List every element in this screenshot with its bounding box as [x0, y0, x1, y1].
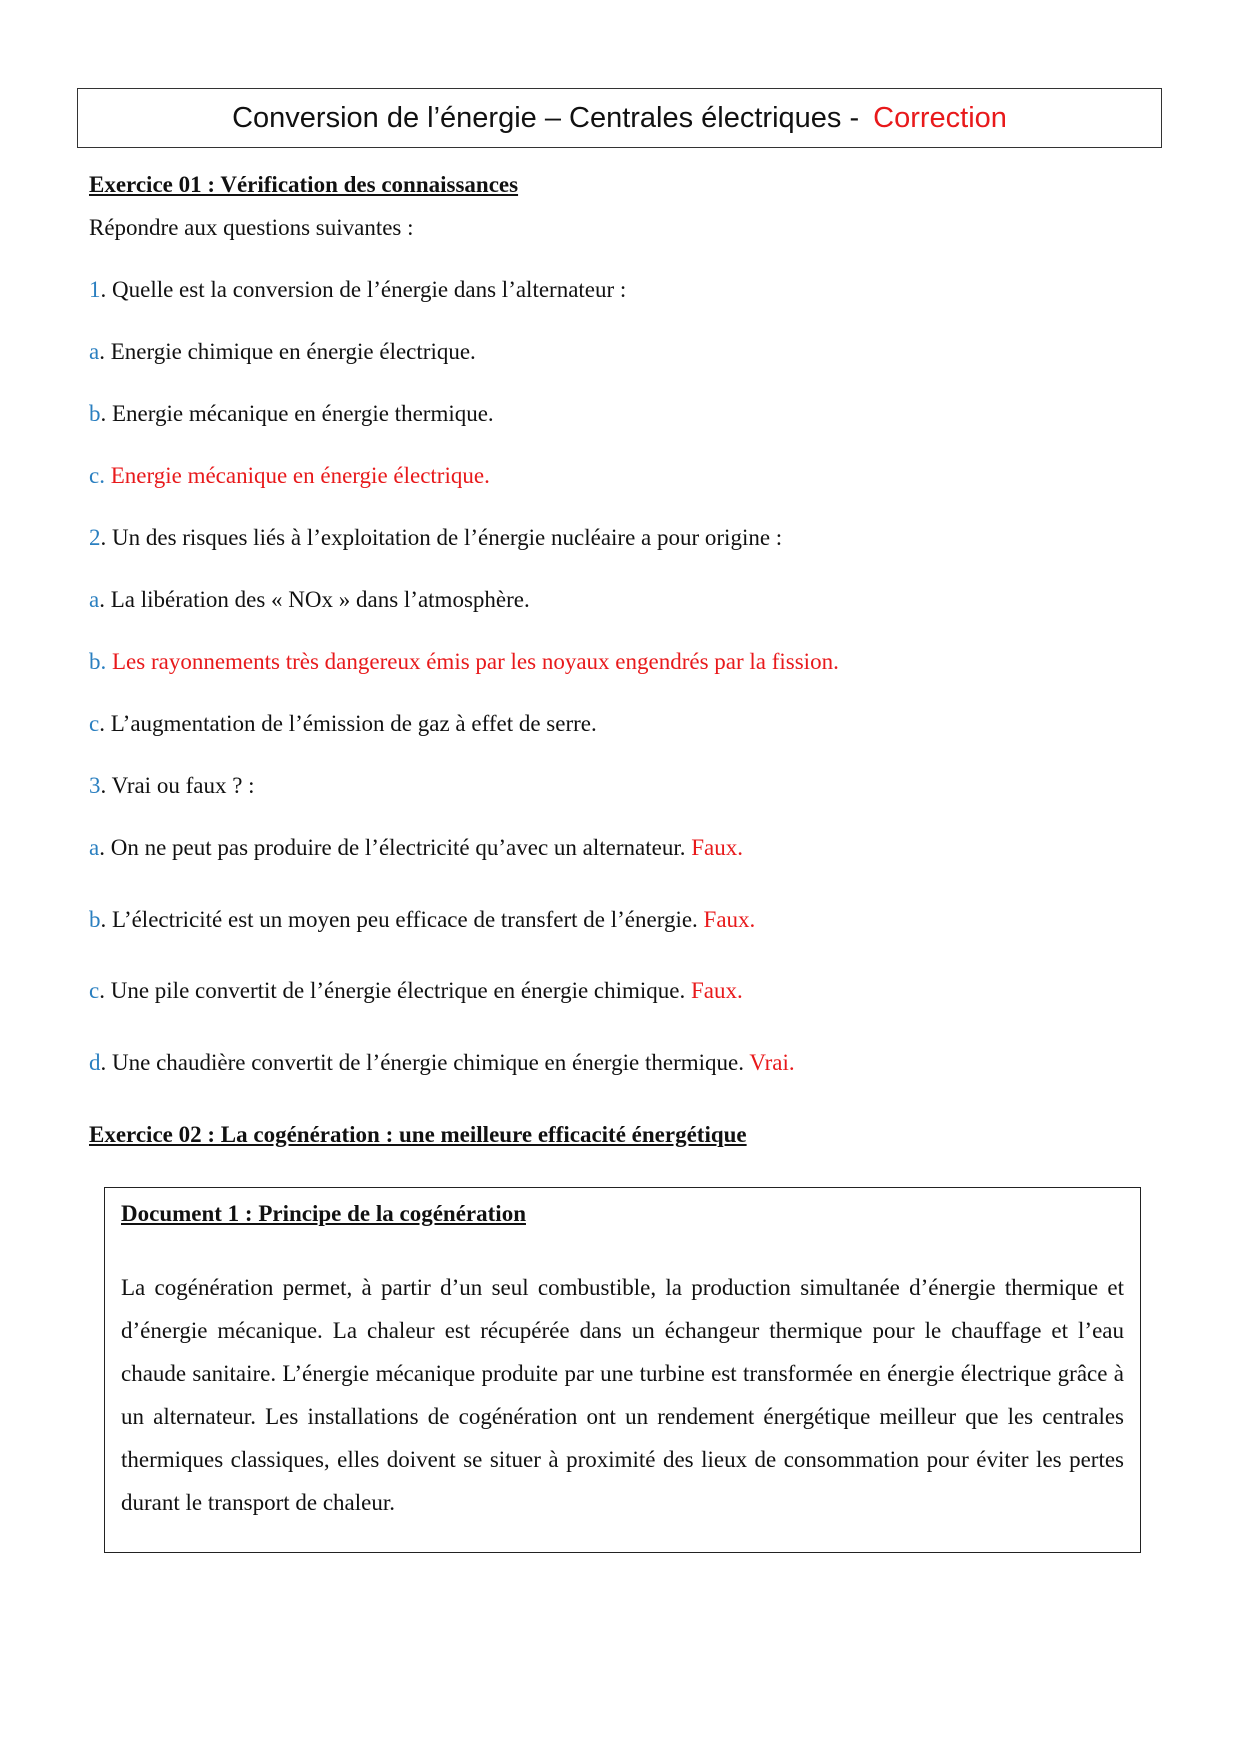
option-separator: .	[99, 463, 111, 488]
title-text: Conversion de l’énergie – Centrales électriques -	[232, 101, 860, 134]
q3-statement-a	[89, 835, 743, 861]
option-marker: a	[89, 587, 100, 612]
question-text: . Quelle est la conversion de l’énergie dans l’alternateur :	[100, 277, 627, 302]
question-number: 1	[89, 277, 101, 302]
page-title	[77, 88, 1162, 148]
statement-text: . Une chaudière convertit de l’énergie chimique en énergie thermique.	[100, 1050, 745, 1075]
statement-text: . Une pile convertit de l’énergie électrique en énergie chimique.	[99, 978, 686, 1003]
exercise-1-heading: Exercice 01 : Vérification des connaissances	[89, 172, 519, 197]
document-1-title: Document 1 : Principe de la cogénération	[121, 1201, 526, 1226]
option-text: . L’augmentation de l’émission de gaz à effet de serre.	[99, 711, 597, 736]
document-1-box	[104, 1187, 1141, 1553]
option-marker: c	[89, 463, 100, 488]
title-correction: Correction	[873, 101, 1007, 134]
document-1-text: La cogénération permet, à partir d’un seul combustible, la production simultanée d’énergie thermique et d’énergie mécanique. La chaleur est récupérée dans un échangeur thermique pour le chauffage et l’eau chaude sanitaire. L’énergie mécanique produite par une turbine est transformée en énergie électrique grâce à un alternateur. Les installations de cogénération ont un rendement énergétique meilleur que les centrales thermiques classiques, elles doivent se situer à proximité des lieux de consommation pour éviter les pertes durant le transport de chaleur.	[121, 1275, 1124, 1515]
correct-answer: Energie mécanique en énergie électrique.	[110, 463, 490, 488]
option-marker: d	[89, 1050, 101, 1075]
question-text: . Vrai ou faux ? :	[100, 773, 255, 798]
question-3	[89, 773, 255, 799]
exercise-2-heading: Exercice 02 : La cogénération : une meilleure efficacité énergétique	[89, 1122, 747, 1147]
option-text: . La libération des « NOx » dans l’atmosphère.	[99, 587, 530, 612]
q2-option-c	[89, 711, 597, 737]
question-1	[89, 277, 626, 303]
option-marker: c	[89, 711, 100, 736]
option-marker: c	[89, 978, 100, 1003]
answer-label: Faux.	[703, 907, 756, 932]
q3-statement-d	[89, 1050, 795, 1076]
option-marker: b	[89, 649, 101, 674]
statement-text: . L’électricité est un moyen peu efficace de transfert de l’énergie.	[100, 907, 698, 932]
exercise-1-intro: Répondre aux questions suivantes :	[89, 215, 414, 240]
option-marker: a	[89, 835, 100, 860]
option-marker: a	[89, 339, 100, 364]
answer-label: Faux.	[691, 978, 743, 1003]
question-2	[89, 525, 782, 551]
answer-label: Vrai.	[749, 1050, 795, 1075]
correct-answer: Les rayonnements très dangereux émis par les noyaux engendrés par la fission.	[112, 649, 839, 674]
q1-option-b	[89, 401, 494, 427]
option-text: . Energie chimique en énergie électrique.	[99, 339, 476, 364]
q3-statement-c	[89, 978, 743, 1004]
q2-option-b-correct	[89, 649, 839, 675]
option-text: . Energie mécanique en énergie thermique.	[100, 401, 494, 426]
answer-label: Faux.	[691, 835, 743, 860]
q1-option-c-correct	[89, 463, 490, 489]
q3-statement-b	[89, 907, 755, 933]
q1-option-a	[89, 339, 476, 365]
question-number: 2	[89, 525, 101, 550]
question-number: 3	[89, 773, 101, 798]
question-text: . Un des risques liés à l’exploitation de l’énergie nucléaire a pour origine :	[100, 525, 783, 550]
option-marker: b	[89, 401, 101, 426]
option-marker: b	[89, 907, 101, 932]
q2-option-a	[89, 587, 530, 613]
option-separator: .	[100, 649, 112, 674]
statement-text: . On ne peut pas produire de l’électricité qu’avec un alternateur.	[99, 835, 686, 860]
